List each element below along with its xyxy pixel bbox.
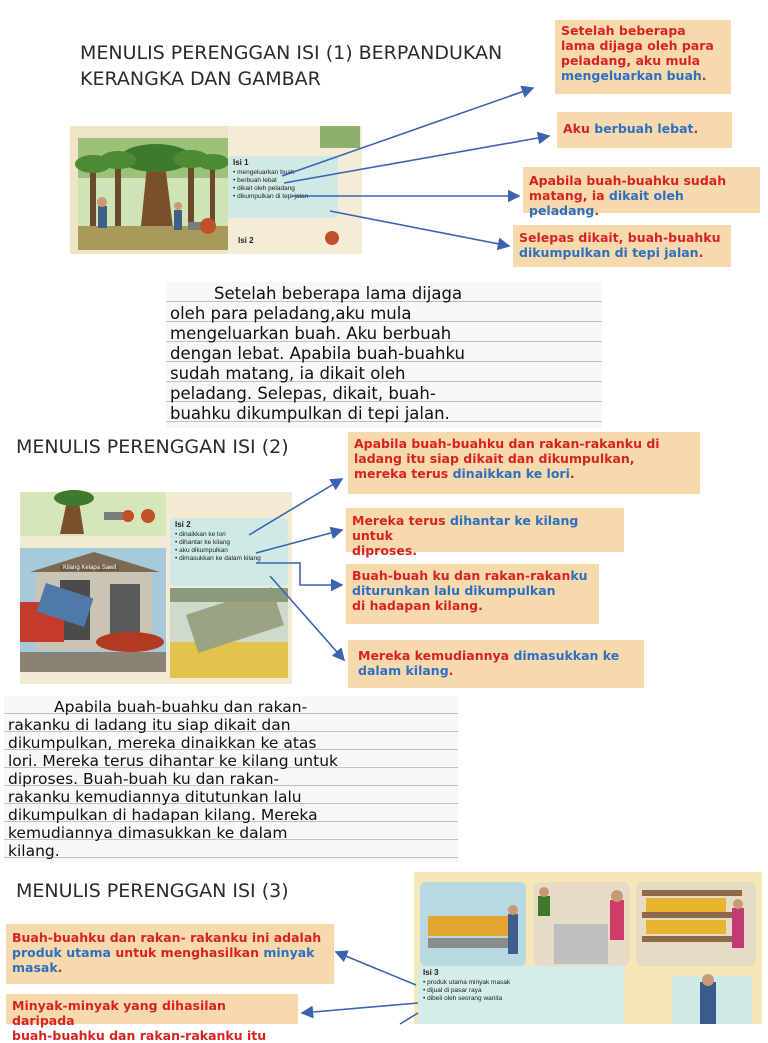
s2-note-3-b: ku <box>570 568 588 583</box>
s2-paragraph-line: dikumpulkan, mereka dinaikkan ke atas <box>8 734 317 752</box>
isi3-title: Isi 3 <box>423 968 439 977</box>
s1-note-2-key: berbuah lebat <box>594 121 694 136</box>
factory-sign: Kilang Kelapa Sawit <box>60 565 119 571</box>
s3-note-1-key: produk utama <box>12 945 111 960</box>
s1-paragraph-line: Setelah beberapa lama dijaga <box>214 284 463 303</box>
s1-note-4-line: Selepas dikait, buah-buahku <box>519 230 721 245</box>
s1-paragraph-line: sudah matang, ia dikait oleh <box>170 364 406 383</box>
s2-note-3-end: . <box>478 598 483 613</box>
isi2-item: • dinaikkan ke lori <box>175 531 283 539</box>
isi2-title: Isi 2 <box>175 520 191 529</box>
s2-paragraph-line: rakanku kemudiannya ditutunkan lalu <box>8 788 302 806</box>
isi2-item: • dimasukkan ke dalam kilang <box>175 555 283 563</box>
s2-note-3-a: Buah-buah ku dan rakan-rakan <box>352 568 571 583</box>
section3-heading: MENULIS PERENGGAN ISI (3) <box>16 880 289 902</box>
isi3-item: • dibeli oleh seorang wanita <box>423 995 619 1003</box>
s3-note-2-line: Minyak-minyak yang dihasilan daripada <box>12 998 226 1028</box>
arrow-line <box>336 952 416 985</box>
s2-note-1-end: . <box>569 466 575 481</box>
s1-note-3-b: matang, ia <box>529 188 609 203</box>
s3-note-1-d: minyak <box>263 945 315 960</box>
isi1-item: • mengeluarkan buah <box>233 169 333 177</box>
isi1-title: Isi 1 <box>233 158 249 167</box>
isi3-item: • dijual di pasar raya <box>423 987 619 995</box>
s2-paragraph-line: diproses. Buah-buah ku dan rakan- <box>8 770 280 788</box>
s1-paragraph-line: buahku dikumpulkan di tepi jalan. <box>170 404 450 423</box>
arrow-line <box>256 563 342 585</box>
isi1-item: • berbuah lebat <box>233 177 333 185</box>
s2-note-3-d: di hadapan kilang <box>352 598 479 613</box>
s3-note-1-e: masak <box>12 960 58 975</box>
isi1-item: • dikumpulkan di tepi jalan <box>233 193 333 201</box>
s3-note-1-end: . <box>57 960 63 975</box>
arrow-line <box>400 1013 418 1024</box>
arrow-line <box>282 88 533 176</box>
s2-note-2-line: diproses. <box>352 543 418 558</box>
s1-note-1-line: peladang, aku mula <box>561 53 701 68</box>
s2-note-2-key: dihantar ke kilang <box>449 513 579 528</box>
isi2-item: • dihantar ke kilang <box>175 539 283 547</box>
arrow-line <box>284 136 549 183</box>
s1-note-1-line: Setelah beberapa <box>561 23 686 38</box>
s2-note-4-c: dalam kilang <box>358 663 449 678</box>
arrow-line <box>249 479 342 535</box>
section1-heading-line1: MENULIS PERENGGAN ISI (1) BERPANDUKAN <box>80 42 503 64</box>
s1-note-4-end: . <box>698 245 704 260</box>
s3-note-1-line: Buah-buahku dan rakan- rakanku ini adalah <box>12 930 322 945</box>
s2-note-2-c: untuk <box>352 528 393 543</box>
s2-note-2-a: Mereka terus <box>352 513 450 528</box>
s1-paragraph-line: mengeluarkan buah. Aku berbuah <box>170 324 452 343</box>
s2-paragraph-line: kilang. <box>8 842 60 860</box>
s2-paragraph-line: lori. Mereka terus dihantar ke kilang untuk <box>8 752 338 770</box>
isi3-item: • produk utama minyak masak <box>423 979 619 987</box>
s2-note-1-key: dinaikkan ke lori <box>452 466 570 481</box>
s3-note-1-c: untuk menghasilkan <box>110 945 264 960</box>
s2-paragraph-line: rakanku di ladang itu siap dikait dan <box>8 716 291 734</box>
s2-paragraph-line: kemudiannya dimasukkan ke dalam <box>8 824 288 842</box>
s2-paragraph-line: Apabila buah-buahku dan rakan- <box>54 698 308 716</box>
s1-note-2-end: . <box>693 121 699 136</box>
s1-paragraph-line: dengan lebat. Apabila buah-buahku <box>170 344 465 363</box>
isi2-item: • aku dikumpulkan <box>175 547 283 555</box>
arrow-line <box>330 211 509 246</box>
s2-note-3-key: diturunkan lalu dikumpulkan <box>352 583 556 598</box>
s1-paragraph-line: oleh para peladang,aku mula <box>170 304 412 323</box>
section1-heading-line2: KERANGKA DAN GAMBAR <box>80 68 321 90</box>
s1-note-2-a: Aku <box>563 121 595 136</box>
s1-note-3-line: Apabila buah-buahku sudah <box>529 173 727 188</box>
arrow-line <box>302 1003 418 1013</box>
s2-note-4-key: dimasukkan ke <box>513 648 620 663</box>
isi1-item: • dikait oleh peladang <box>233 185 333 193</box>
s1-note-3-key: dikait oleh peladang <box>529 188 684 218</box>
arrow-line <box>256 530 342 553</box>
s3-note-2-line: buah-buahku dan rakan-rakanku itu <box>12 1028 267 1043</box>
s2-note-1-line: Apabila buah-buahku dan rakan-rakanku di <box>354 436 660 451</box>
s1-note-1-line: lama dijaga oleh para <box>561 38 714 53</box>
s2-note-4-a: Mereka kemudiannya <box>358 648 514 663</box>
arrow-line <box>270 576 344 660</box>
s2-paragraph-line: dikumpulkan di hadapan kilang. Mereka <box>8 806 318 824</box>
s1-paragraph-line: peladang. Selepas, dikait, buah- <box>170 384 436 403</box>
s1-note-3-end: . <box>594 203 600 218</box>
s2-note-1-c: mereka terus <box>354 466 453 481</box>
s1-note-4-key: dikumpulkan di tepi jalan <box>519 245 699 260</box>
section2-heading: MENULIS PERENGGAN ISI (2) <box>16 436 289 458</box>
isi2-label: Isi 2 <box>238 236 254 245</box>
s2-note-4-end: . <box>448 663 454 678</box>
s2-note-1-line: ladang itu siap dikait dan dikumpulkan, <box>354 451 635 466</box>
s1-note-1-key: mengeluarkan buah <box>561 68 702 83</box>
s1-note-1-end: . <box>701 68 707 83</box>
